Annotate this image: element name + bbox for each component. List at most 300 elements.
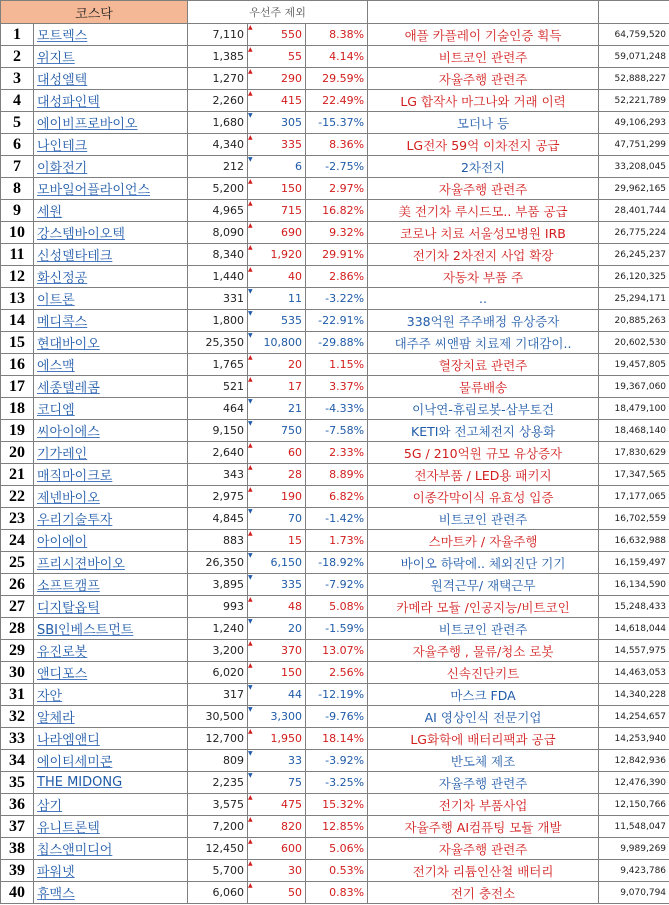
direction-marker-icon: ▼ — [248, 156, 253, 163]
stock-name-link[interactable]: 씨아이에스 — [34, 420, 188, 442]
table-row — [1, 574, 669, 596]
percent-cell: -29.88% — [306, 332, 368, 354]
percent-cell: -3.92% — [306, 750, 368, 772]
table-row — [1, 244, 669, 266]
stock-name-link[interactable]: 파워넷 — [34, 860, 188, 882]
table-row — [1, 376, 669, 398]
change-value: 44 — [288, 688, 302, 701]
change-cell — [248, 420, 306, 442]
percent-cell: 8.38% — [306, 24, 368, 46]
change-value: 550 — [281, 28, 302, 41]
theme-cell: 신속진단키트 — [368, 662, 599, 684]
direction-marker-icon: ▲ — [248, 178, 253, 185]
volume-cell: 12,476,390 — [599, 772, 669, 794]
direction-marker-icon: ▲ — [248, 596, 253, 603]
direction-marker-icon: ▲ — [248, 266, 253, 273]
percent-cell: 1.73% — [306, 530, 368, 552]
price-cell: 8,340 — [188, 244, 248, 266]
stock-name-link[interactable]: 강스템바이오텍 — [34, 222, 188, 244]
table-row — [1, 728, 669, 750]
stock-name-link[interactable]: 칩스앤미디어 — [34, 838, 188, 860]
volume-header — [599, 1, 669, 24]
change-value: 190 — [281, 490, 302, 503]
price-cell: 5,200 — [188, 178, 248, 200]
table-row — [1, 156, 669, 178]
change-value: 48 — [288, 600, 302, 613]
volume-cell: 26,120,325 — [599, 266, 669, 288]
table-row — [1, 552, 669, 574]
price-cell: 9,150 — [188, 420, 248, 442]
rank-cell: 32 — [1, 706, 34, 728]
change-cell — [248, 222, 306, 244]
change-cell — [248, 178, 306, 200]
theme-cell: 338억원 주주배정 유상증자 — [368, 310, 599, 332]
stock-name-link[interactable]: 나라엠앤디 — [34, 728, 188, 750]
volume-cell: 12,842,936 — [599, 750, 669, 772]
table-row — [1, 882, 669, 904]
table-row — [1, 442, 669, 464]
rank-cell: 21 — [1, 464, 34, 486]
volume-cell: 14,254,657 — [599, 706, 669, 728]
change-value: 820 — [281, 820, 302, 833]
table-row — [1, 618, 669, 640]
percent-cell: 18.14% — [306, 728, 368, 750]
direction-marker-icon: ▼ — [248, 772, 253, 779]
table-row — [1, 90, 669, 112]
price-cell: 212 — [188, 156, 248, 178]
theme-cell: 자율주행 관련주 — [368, 68, 599, 90]
table-row — [1, 310, 669, 332]
change-cell — [248, 816, 306, 838]
table-row — [1, 134, 669, 156]
rank-cell: 36 — [1, 794, 34, 816]
stock-name-link[interactable]: 코디엠 — [34, 398, 188, 420]
table-row — [1, 838, 669, 860]
theme-cell: 바이오 하락에.. 체외진단 기기 — [368, 552, 599, 574]
price-cell: 12,700 — [188, 728, 248, 750]
change-cell — [248, 860, 306, 882]
direction-marker-icon: ▼ — [248, 552, 253, 559]
percent-cell: -2.75% — [306, 156, 368, 178]
rank-cell: 12 — [1, 266, 34, 288]
stock-name-link[interactable]: 대성엘텍 — [34, 68, 188, 90]
theme-cell: 전기차 2차전지 사업 확장 — [368, 244, 599, 266]
change-cell — [248, 90, 306, 112]
change-value: 20 — [288, 358, 302, 371]
stock-name-link[interactable]: 세원 — [34, 200, 188, 222]
change-cell — [248, 200, 306, 222]
direction-marker-icon: ▲ — [248, 662, 253, 669]
percent-cell: 5.06% — [306, 838, 368, 860]
table-row — [1, 816, 669, 838]
stock-name-link[interactable]: 모트렉스 — [34, 24, 188, 46]
volume-cell: 64,759,520 — [599, 24, 669, 46]
volume-cell: 14,463,053 — [599, 662, 669, 684]
rank-cell: 11 — [1, 244, 34, 266]
change-cell — [248, 662, 306, 684]
stock-name-link[interactable]: THE MIDONG — [34, 772, 188, 794]
rank-cell: 23 — [1, 508, 34, 530]
theme-cell: LG전자 59억 이차전지 공급 — [368, 134, 599, 156]
price-cell: 1,270 — [188, 68, 248, 90]
volume-cell: 19,367,060 — [599, 376, 669, 398]
stock-name-link[interactable]: 우리기술투자 — [34, 508, 188, 530]
percent-cell: -1.59% — [306, 618, 368, 640]
change-value: 6,150 — [270, 556, 302, 569]
theme-cell: 원격근무/ 재택근무 — [368, 574, 599, 596]
stock-name-link[interactable]: 화신정공 — [34, 266, 188, 288]
stock-name-link[interactable]: 대성파인텍 — [34, 90, 188, 112]
rank-cell: 17 — [1, 376, 34, 398]
stock-name-link[interactable]: 기가레인 — [34, 442, 188, 464]
price-cell: 30,500 — [188, 706, 248, 728]
change-value: 150 — [281, 666, 302, 679]
percent-cell: -7.92% — [306, 574, 368, 596]
theme-cell: 모더나 등 — [368, 112, 599, 134]
volume-cell: 15,248,433 — [599, 596, 669, 618]
change-value: 40 — [288, 270, 302, 283]
stock-name-link[interactable]: 소프트캠프 — [34, 574, 188, 596]
percent-cell: 0.53% — [306, 860, 368, 882]
change-cell — [248, 134, 306, 156]
volume-cell: 20,602,530 — [599, 332, 669, 354]
change-value: 15 — [288, 534, 302, 547]
rank-cell: 13 — [1, 288, 34, 310]
direction-marker-icon: ▲ — [248, 860, 253, 867]
price-cell: 6,060 — [188, 882, 248, 904]
note-header: 우선주 제외 — [188, 1, 368, 24]
percent-cell: -9.76% — [306, 706, 368, 728]
volume-cell: 16,702,559 — [599, 508, 669, 530]
percent-cell: 1.15% — [306, 354, 368, 376]
table-row — [1, 332, 669, 354]
theme-cell: 이낙연-휴림로봇-삼부토건 — [368, 398, 599, 420]
change-cell — [248, 772, 306, 794]
percent-cell: -15.37% — [306, 112, 368, 134]
table-row — [1, 222, 669, 244]
direction-marker-icon: ▲ — [248, 134, 253, 141]
percent-cell: 29.59% — [306, 68, 368, 90]
theme-cell: LG화학에 배터리팩과 공급 — [368, 728, 599, 750]
stock-name-link[interactable]: 모바일어플라이언스 — [34, 178, 188, 200]
percent-cell: 12.85% — [306, 816, 368, 838]
change-cell — [248, 288, 306, 310]
theme-cell: 전기차 부품사업 — [368, 794, 599, 816]
percent-cell: 4.14% — [306, 46, 368, 68]
rank-cell: 7 — [1, 156, 34, 178]
table-row — [1, 508, 669, 530]
price-cell: 993 — [188, 596, 248, 618]
rank-cell: 39 — [1, 860, 34, 882]
rank-cell: 6 — [1, 134, 34, 156]
direction-marker-icon: ▲ — [248, 640, 253, 647]
theme-cell: 마스크 FDA — [368, 684, 599, 706]
stock-name-link[interactable]: 아이에이 — [34, 530, 188, 552]
rank-cell: 9 — [1, 200, 34, 222]
table-row — [1, 860, 669, 882]
direction-marker-icon: ▼ — [248, 112, 253, 119]
volume-cell: 59,071,248 — [599, 46, 669, 68]
stock-name-link[interactable]: 알체라 — [34, 706, 188, 728]
direction-marker-icon: ▲ — [248, 816, 253, 823]
rank-cell: 24 — [1, 530, 34, 552]
table-row — [1, 266, 669, 288]
theme-cell: AI 영상인식 전문기업 — [368, 706, 599, 728]
rank-cell: 31 — [1, 684, 34, 706]
direction-marker-icon: ▼ — [248, 618, 253, 625]
direction-marker-icon: ▲ — [248, 882, 253, 889]
volume-cell: 20,885,263 — [599, 310, 669, 332]
change-value: 715 — [281, 204, 302, 217]
change-value: 335 — [281, 138, 302, 151]
price-cell: 5,700 — [188, 860, 248, 882]
rank-cell: 37 — [1, 816, 34, 838]
price-cell: 1,385 — [188, 46, 248, 68]
change-value: 28 — [288, 468, 302, 481]
price-cell: 2,640 — [188, 442, 248, 464]
volume-cell: 33,208,045 — [599, 156, 669, 178]
percent-cell: 6.82% — [306, 486, 368, 508]
table-row — [1, 662, 669, 684]
change-value: 535 — [281, 314, 302, 327]
percent-cell: -3.25% — [306, 772, 368, 794]
change-value: 33 — [288, 754, 302, 767]
stock-name-link[interactable]: 프리시젼바이오 — [34, 552, 188, 574]
volume-cell: 17,177,065 — [599, 486, 669, 508]
change-cell — [248, 244, 306, 266]
theme-cell: 자율주행 관련주 — [368, 772, 599, 794]
volume-cell: 16,159,497 — [599, 552, 669, 574]
percent-cell: -4.33% — [306, 398, 368, 420]
table-row — [1, 68, 669, 90]
stock-name-link[interactable]: 에이티세미콘 — [34, 750, 188, 772]
percent-cell: 15.32% — [306, 794, 368, 816]
table-row — [1, 464, 669, 486]
stock-name-link[interactable]: 에이비프로바이오 — [34, 112, 188, 134]
stock-name-link[interactable]: 삼기 — [34, 794, 188, 816]
rank-cell: 16 — [1, 354, 34, 376]
volume-cell: 29,962,165 — [599, 178, 669, 200]
table-row — [1, 772, 669, 794]
rank-cell: 4 — [1, 90, 34, 112]
direction-marker-icon: ▲ — [248, 90, 253, 97]
stock-name-link[interactable]: 자안 — [34, 684, 188, 706]
price-cell: 6,020 — [188, 662, 248, 684]
price-cell: 7,200 — [188, 816, 248, 838]
percent-cell: -12.19% — [306, 684, 368, 706]
change-value: 335 — [281, 578, 302, 591]
market-header: 코스닥 — [1, 1, 188, 24]
change-value: 70 — [288, 512, 302, 525]
volume-cell: 9,070,794 — [599, 882, 669, 904]
percent-cell: -1.42% — [306, 508, 368, 530]
table-row — [1, 640, 669, 662]
price-cell: 317 — [188, 684, 248, 706]
change-value: 30 — [288, 864, 302, 877]
direction-marker-icon: ▼ — [248, 684, 253, 691]
percent-cell: 8.36% — [306, 134, 368, 156]
percent-cell: 2.56% — [306, 662, 368, 684]
theme-cell: 비트코인 관련주 — [368, 46, 599, 68]
rank-cell: 1 — [1, 24, 34, 46]
table-row — [1, 706, 669, 728]
theme-cell: 자동차 부품 주 — [368, 266, 599, 288]
change-cell — [248, 68, 306, 90]
table-row — [1, 530, 669, 552]
change-cell — [248, 310, 306, 332]
price-cell: 4,340 — [188, 134, 248, 156]
change-value: 11 — [288, 292, 302, 305]
volume-cell: 9,423,786 — [599, 860, 669, 882]
table-row — [1, 46, 669, 68]
change-cell — [248, 618, 306, 640]
volume-cell: 17,347,565 — [599, 464, 669, 486]
direction-marker-icon: ▲ — [248, 200, 253, 207]
direction-marker-icon: ▲ — [248, 46, 253, 53]
change-value: 290 — [281, 72, 302, 85]
change-cell — [248, 24, 306, 46]
change-cell — [248, 552, 306, 574]
price-cell: 1,440 — [188, 266, 248, 288]
volume-cell: 28,401,744 — [599, 200, 669, 222]
table-row — [1, 24, 669, 46]
table-row — [1, 200, 669, 222]
rank-cell: 20 — [1, 442, 34, 464]
change-value: 3,300 — [270, 710, 302, 723]
price-cell: 809 — [188, 750, 248, 772]
change-value: 370 — [281, 644, 302, 657]
change-value: 50 — [288, 886, 302, 899]
price-cell: 1,765 — [188, 354, 248, 376]
price-cell: 464 — [188, 398, 248, 420]
change-cell — [248, 46, 306, 68]
percent-cell: 3.37% — [306, 376, 368, 398]
stock-name-link[interactable]: 에스맥 — [34, 354, 188, 376]
table-row — [1, 750, 669, 772]
price-cell: 3,575 — [188, 794, 248, 816]
percent-cell: 13.07% — [306, 640, 368, 662]
change-value: 415 — [281, 94, 302, 107]
price-cell: 4,845 — [188, 508, 248, 530]
percent-cell: -7.58% — [306, 420, 368, 442]
stock-name-link[interactable]: 메디콕스 — [34, 310, 188, 332]
stock-name-link[interactable]: SBI인베스트먼트 — [34, 618, 188, 640]
rank-cell: 38 — [1, 838, 34, 860]
change-cell — [248, 266, 306, 288]
change-value: 750 — [281, 424, 302, 437]
percent-cell: 0.83% — [306, 882, 368, 904]
volume-cell: 14,557,975 — [599, 640, 669, 662]
change-cell — [248, 640, 306, 662]
table-row — [1, 596, 669, 618]
percent-cell: 29.91% — [306, 244, 368, 266]
stock-name-link[interactable]: 휴맥스 — [34, 882, 188, 904]
volume-cell: 11,548,047 — [599, 816, 669, 838]
theme-cell: 물류배송 — [368, 376, 599, 398]
table-row — [1, 486, 669, 508]
stock-name-link[interactable]: 유진로봇 — [34, 640, 188, 662]
direction-marker-icon: ▲ — [248, 222, 253, 229]
rank-cell: 22 — [1, 486, 34, 508]
stock-name-link[interactable]: 매직마이크로 — [34, 464, 188, 486]
direction-marker-icon: ▲ — [248, 794, 253, 801]
change-value: 20 — [288, 622, 302, 635]
change-cell — [248, 398, 306, 420]
change-cell — [248, 882, 306, 904]
theme-cell: 자율주행 관련주 — [368, 838, 599, 860]
rank-cell: 35 — [1, 772, 34, 794]
percent-cell: 2.97% — [306, 178, 368, 200]
price-cell: 8,090 — [188, 222, 248, 244]
rank-cell: 8 — [1, 178, 34, 200]
theme-cell: 美 전기차 루시드모.. 부품 공급 — [368, 200, 599, 222]
theme-cell: 혈장치료 관련주 — [368, 354, 599, 376]
theme-cell: 전자부품 / LED용 패키지 — [368, 464, 599, 486]
change-value: 6 — [295, 160, 302, 173]
stock-name-link[interactable]: 신성델타테크 — [34, 244, 188, 266]
stock-name-link[interactable]: 현대바이오 — [34, 332, 188, 354]
stock-name-link[interactable]: 세종텔레콤 — [34, 376, 188, 398]
change-cell — [248, 728, 306, 750]
stock-name-link[interactable]: 디지탈옵틱 — [34, 596, 188, 618]
volume-cell: 47,751,299 — [599, 134, 669, 156]
rank-cell: 19 — [1, 420, 34, 442]
change-cell — [248, 442, 306, 464]
change-value: 600 — [281, 842, 302, 855]
rank-cell: 3 — [1, 68, 34, 90]
change-cell — [248, 354, 306, 376]
direction-marker-icon: ▼ — [248, 508, 253, 515]
change-cell — [248, 574, 306, 596]
stock-name-link[interactable]: 이화전기 — [34, 156, 188, 178]
stock-name-link[interactable]: 앤디포스 — [34, 662, 188, 684]
rank-cell: 5 — [1, 112, 34, 134]
percent-cell: 9.32% — [306, 222, 368, 244]
price-cell: 4,965 — [188, 200, 248, 222]
volume-cell: 12,150,766 — [599, 794, 669, 816]
rank-cell: 10 — [1, 222, 34, 244]
change-value: 690 — [281, 226, 302, 239]
rank-cell: 30 — [1, 662, 34, 684]
table-row — [1, 398, 669, 420]
volume-cell: 52,221,789 — [599, 90, 669, 112]
theme-cell: 반도체 제조 — [368, 750, 599, 772]
stock-name-link[interactable]: 위지트 — [34, 46, 188, 68]
change-value: 10,800 — [263, 336, 302, 349]
theme-cell: KETI와 전고체전지 상용화 — [368, 420, 599, 442]
stock-name-link[interactable]: 나인테크 — [34, 134, 188, 156]
rank-cell: 15 — [1, 332, 34, 354]
price-cell: 12,450 — [188, 838, 248, 860]
percent-cell: 2.33% — [306, 442, 368, 464]
theme-header — [368, 1, 599, 24]
price-cell: 26,350 — [188, 552, 248, 574]
stock-name-link[interactable]: 제넨바이오 — [34, 486, 188, 508]
change-cell — [248, 706, 306, 728]
percent-cell: -18.92% — [306, 552, 368, 574]
price-cell: 883 — [188, 530, 248, 552]
change-cell — [248, 486, 306, 508]
stock-name-link[interactable]: 유니트론텍 — [34, 816, 188, 838]
change-cell — [248, 750, 306, 772]
direction-marker-icon: ▲ — [248, 442, 253, 449]
table-body — [1, 24, 669, 904]
percent-cell: 16.82% — [306, 200, 368, 222]
stock-name-link[interactable]: 이트론 — [34, 288, 188, 310]
change-value: 55 — [288, 50, 302, 63]
change-cell — [248, 794, 306, 816]
change-value: 21 — [288, 402, 302, 415]
